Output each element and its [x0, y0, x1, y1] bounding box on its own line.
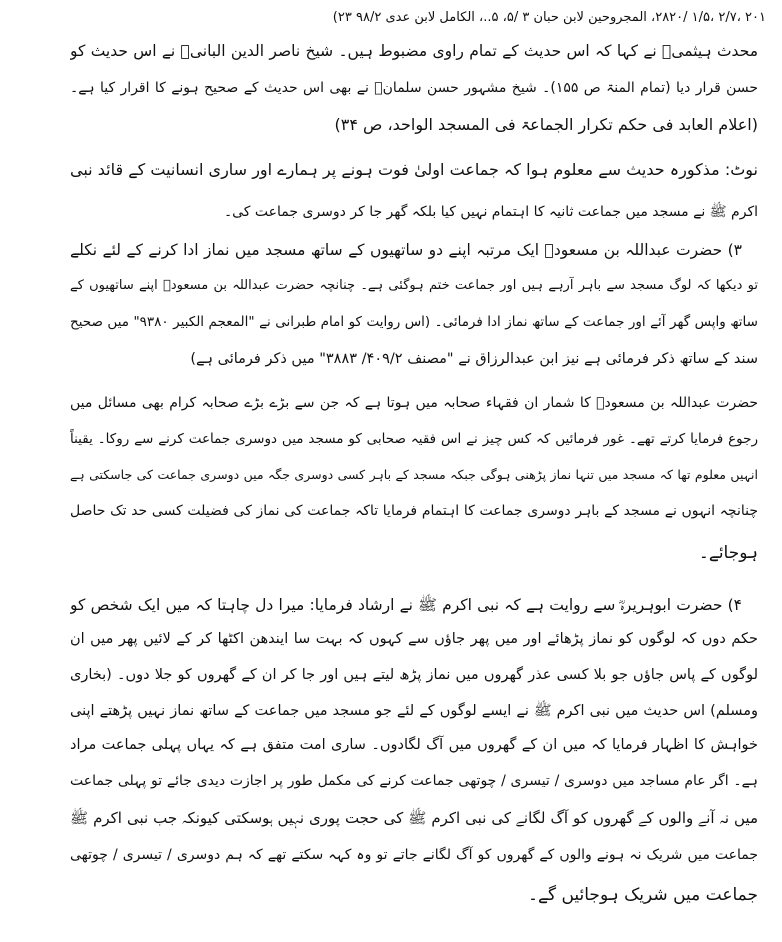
point-4-line-7: میں نہ آنے والوں کے گھروں کو آگ لگانے کی نبی اکرم ﷺ کی حجت پوری نہیں ہوسکتی کیونکہ جب نبی اکرم ﷺ: [70, 809, 758, 827]
point-4-line-5: خواہش کا اظہار فرمایا کہ میں ان کے گھروں میں آگ لگادوں۔ ساری امت متفق ہے کہ یہاں پہلی جماعت مراد: [70, 737, 758, 753]
note-line-2: اکرم ﷺ نے مسجد میں جماعت ثانیہ کا اہتمام نہیں کیا بلکہ گھر جا کر دوسری جماعت کی۔: [223, 204, 758, 220]
point-4-line-8: جماعت میں شریک نہ ہونے والوں کے گھروں کو آگ لگانے جاتے تو وہ کہہ سکتے تھے کہ ہم دوسری / تیسری / چوتھی: [70, 847, 758, 863]
note-line-1: نوٹ: مذکورہ حدیث سے معلوم ہوا کہ جماعت اولیٰ فوت ہونے پر ہمارے اور ساری انسانیت کے قائد نبی: [70, 160, 758, 179]
para-line-3: انہیں معلوم تھا کہ مسجد میں تنہا نماز پڑھنی ہوگی جبکہ مسجد کے باہر کسی دوسری جگہ میں دوسری جماعت کی جاسکتی ہے: [70, 467, 758, 482]
reference-line-top: ۲۰۱ ،۲/۷ ،۱/۵ /۲۸۲۰، المجروحین لابن حبان ۳ /۵، ۵..، الکامل لابن عدی ۹۸/۲ ۲۳): [332, 10, 766, 25]
point-3-line-4: سند کے ساتھ ذکر فرمائی ہے نیز ابن عبدالرزاق نے "مصنف ۴۰۹/۲/ ۳۸۸۳" میں ذکر فرمائی ہے): [190, 351, 758, 367]
point-4-line-3: لوگوں کے پاس جاؤں جو بلا کسی عذر گھروں میں نماز پڑھ لیتے ہیں اور جا کر ان کے گھروں کو جلا دوں۔ (بخاری: [70, 667, 758, 683]
point-4-line-2: حکم دوں کہ لوگوں کو نماز پڑھائے اور میں پھر جاؤں سے کہوں کہ بہت سا ایندھن اکٹھا کر کے لائیں پھر میں ان: [70, 631, 758, 647]
para-line-1: حضرت عبداللہ بن مسعودؓ کا شمار ان فقہاء صحابہ میں ہوتا ہے کہ جن سے بڑے بڑے صحابہ کرام بھی مسائل میں: [70, 395, 758, 411]
point-4-line-9: جماعت میں شریک ہوجائیں گے۔: [528, 885, 758, 905]
point-4-line-6: ہے۔ اگر عام مساجد میں دوسری / تیسری / چوتھی جماعت کرنے کی مکمل طور پر اجازت دیدی جائے تو پہلی جماعت: [70, 773, 758, 789]
para-line-4: چنانچہ انہوں نے مسجد کے باہر دوسری جماعت کا اہتمام فرمایا تاکہ جماعت کی نماز کی فضیلت کسی حد تک حاصل: [70, 503, 758, 519]
text-line-2: حسن قرار دیا (تمام المنۃ ص ۱۵۵)۔ شیخ مشہور حسن سلمانؒ نے بھی اس حدیث کے صحیح ہونے کا اقرار کیا ہے۔: [70, 80, 758, 96]
point-4-line-1: ۴) حضرت ابوہریرہؓ سے روایت ہے کہ نبی اکرم ﷺ نے ارشاد فرمایا: میرا دل چاہتا کہ میں ایک شخص کو: [70, 596, 742, 614]
citation-line: (اعلام العابد فی حکم تکرار الجماعۃ فی المسجد الواحد، ص ۳۴): [334, 115, 758, 134]
point-3-line-3: ساتھ واپس گھر آئے اور جماعت کے ساتھ نماز ادا فرمائی۔ (اس روایت کو امام طبرانی نے "المعجم الکبیر ۹۳۸۰" میں صحیح: [70, 314, 758, 330]
para-line-2: رجوع فرمایا کرتے تھے۔ غور فرمائیں کہ کس چیز نے اس فقیہ صحابی کو مسجد میں دوسری جماعت کرنے سے روکا۔ یقیناً: [70, 431, 758, 447]
point-3-line-1: ۳) حضرت عبداللہ بن مسعودؓ ایک مرتبہ اپنے دو ساتھیوں کے ساتھ مسجد میں نماز ادا کرنے کے لئے نکلے: [70, 241, 742, 259]
text-line-1: محدث ہیثمیؒ نے کہا کہ اس حدیث کے تمام راوی مضبوط ہیں۔ شیخ ناصر الدین البانیؒ نے اس حدیث کو: [70, 42, 758, 60]
point-3-line-2: تو دیکھا کہ لوگ مسجد سے باہر آرہے ہیں اور جماعت ختم ہوگئی ہے۔ چنانچہ حضرت عبداللہ بن مسعودؓ اپنے ساتھیوں کے: [70, 278, 758, 293]
para-line-5: ہوجائے۔: [698, 543, 758, 563]
point-4-line-4: ومسلم) اس حدیث میں نبی اکرم ﷺ نے ایسے لوگوں کے لئے جو مسجد میں جماعت کے ساتھ نماز نہیں پڑھتے اپنی: [70, 703, 758, 719]
